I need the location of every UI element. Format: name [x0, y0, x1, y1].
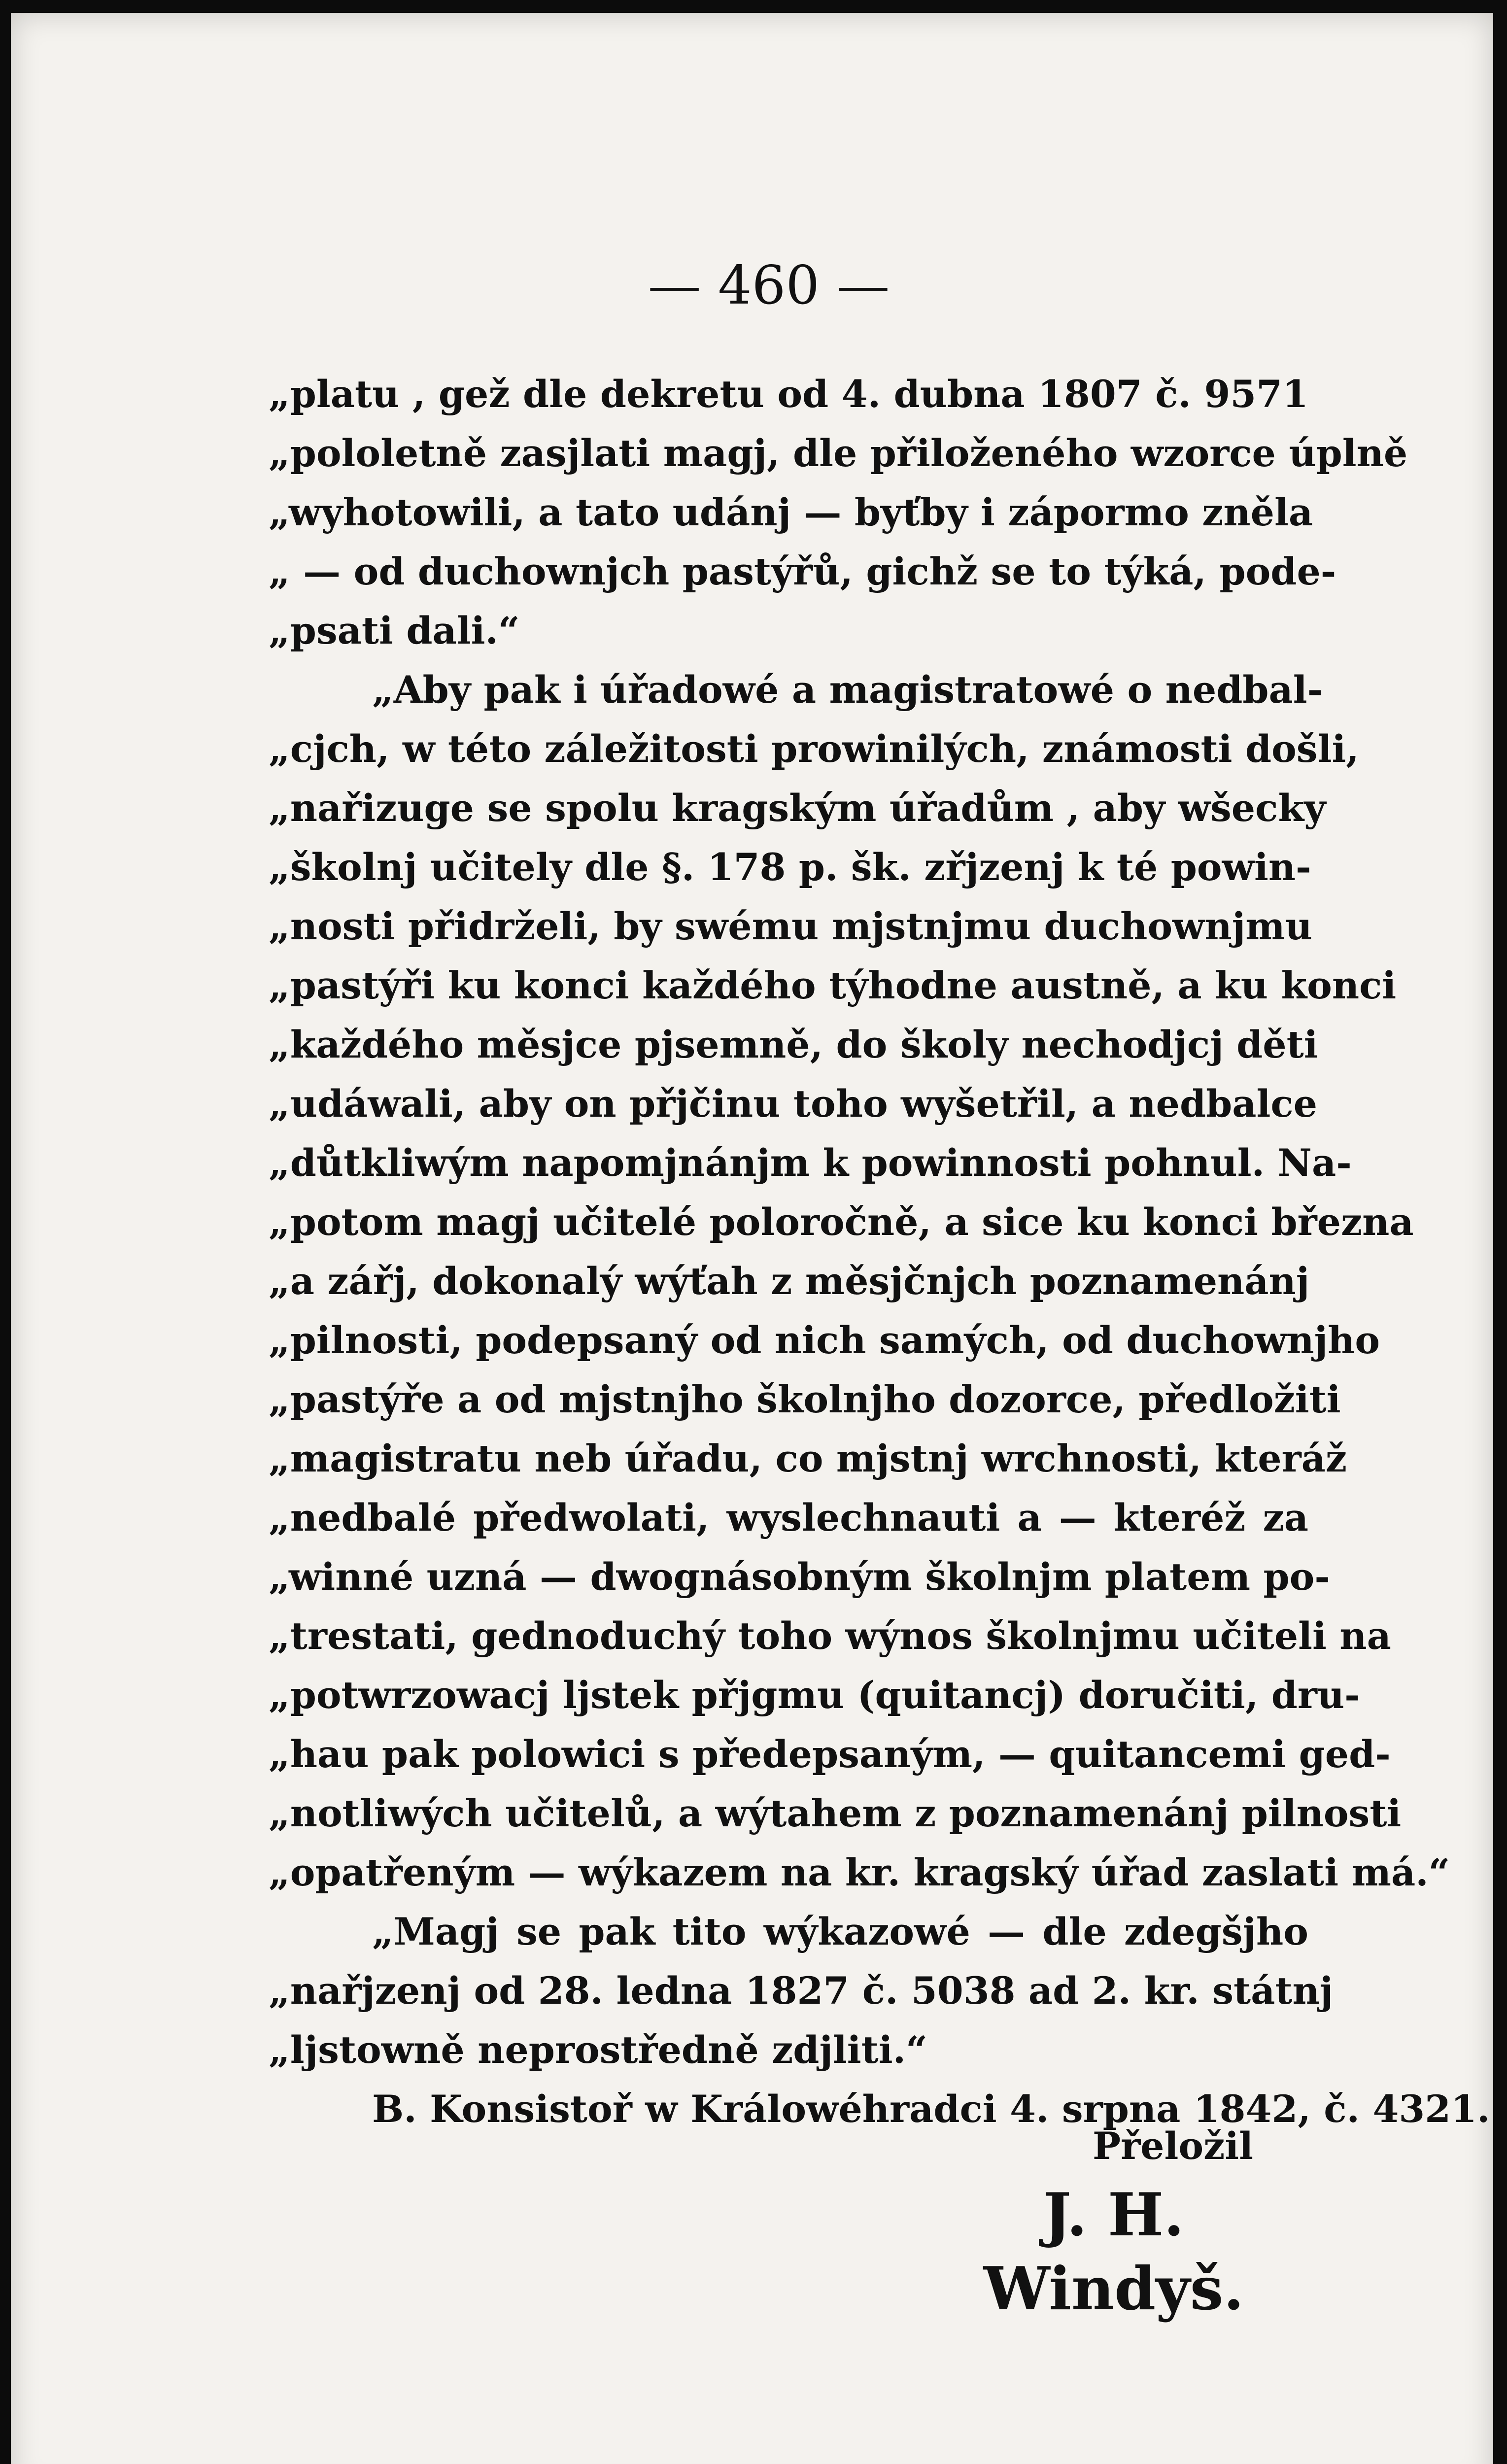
- text-line: „notliwých učitelů, a wýtahem z poznamenánj pilnosti: [269, 1791, 1402, 1835]
- text-line: „wyhotowili, a tato udánj — byťby i zápormo zněla: [269, 490, 1313, 534]
- text-line: „hau pak polowici s předepsaným, — quitancemi ged-: [269, 1732, 1391, 1776]
- text-line: „pololetně zasjlati magj, dle přiloženého wzorce úplně: [269, 431, 1408, 475]
- text-line: „cjch, w této záležitosti prowinilých, známosti došli,: [269, 727, 1359, 771]
- text-line: „magistratu neb úřadu, co mjstnj wrchnosti, kteráž: [269, 1437, 1347, 1480]
- text-line: „nařjzenj od 28. ledna 1827 č. 5038 ad 2. kr. státnj: [269, 1969, 1334, 2013]
- text-line: „každého měsjce pjsemně, do školy nechodjcj děti: [269, 1023, 1318, 1066]
- text-line: „trestati, gednoduchý toho wýnos školnjmu učiteli na: [269, 1614, 1391, 1658]
- text-line: „důtkliwým napomjnánjm k powinnosti pohnul. Na-: [269, 1141, 1352, 1185]
- text-line: „Aby pak i úřadowé a magistratowé o nedbal-: [372, 668, 1323, 712]
- source-line: B. Konsistoř w Králowéhradci 4. srpna 1842, č. 4321.: [372, 2087, 1490, 2131]
- text-line: „ljstowně neprostředně zdjliti.“: [269, 2028, 927, 2072]
- text-line: „a zářj, dokonalý wýťah z měsjčnjch poznamenánj: [269, 1259, 1310, 1303]
- text-line: „nosti přidrželi, by swému mjstnjmu duchownjmu: [269, 904, 1312, 948]
- text-line: „nedbalé předwolati, wyslechnauti a — kteréž za: [269, 1496, 1308, 1540]
- text-line: „winné uzná — dwognásobným školnjm platem po-: [269, 1555, 1330, 1599]
- translator-label: Přeložil: [1092, 2124, 1253, 2168]
- text-line: „psati dali.“: [269, 609, 520, 652]
- text-line: „potom magj učitelé poloročně, a sice ku konci března: [269, 1200, 1414, 1244]
- text-line: „ — od duchownjch pastýřů, gichž se to týká, pode-: [269, 549, 1336, 593]
- text-line: „platu , gež dle dekretu od 4. dubna 1807 č. 9571: [269, 372, 1308, 416]
- translator-name: J. H. Windyš.: [983, 2180, 1244, 2324]
- text-line: „školnj učitely dle §. 178 p. šk. zřjzenj k té powin-: [269, 845, 1311, 889]
- text-line: „pastýře a od mjstnjho školnjho dozorce, předložiti: [269, 1377, 1341, 1421]
- page-number: — 460 —: [648, 255, 890, 316]
- text-line: „pilnosti, podepsaný od nich samých, od duchownjho: [269, 1318, 1380, 1362]
- text-line: „nařizuge se spolu kragským úřadům , aby wšecky: [269, 786, 1326, 830]
- text-line: „opatřeným — wýkazem na kr. kragský úřad zaslati má.“: [269, 1850, 1450, 1894]
- text-line: „udáwali, aby on přjčinu toho wyšetřil, a nedbalce: [269, 1082, 1317, 1126]
- text-line: „Magj se pak tito wýkazowé — dle zdegšjho: [372, 1910, 1308, 1953]
- text-line: „potwrzowacj ljstek přjgmu (quitancj) doručiti, dru-: [269, 1673, 1360, 1717]
- text-line: „pastýři ku konci každého týhodne austně, a ku konci: [269, 963, 1397, 1007]
